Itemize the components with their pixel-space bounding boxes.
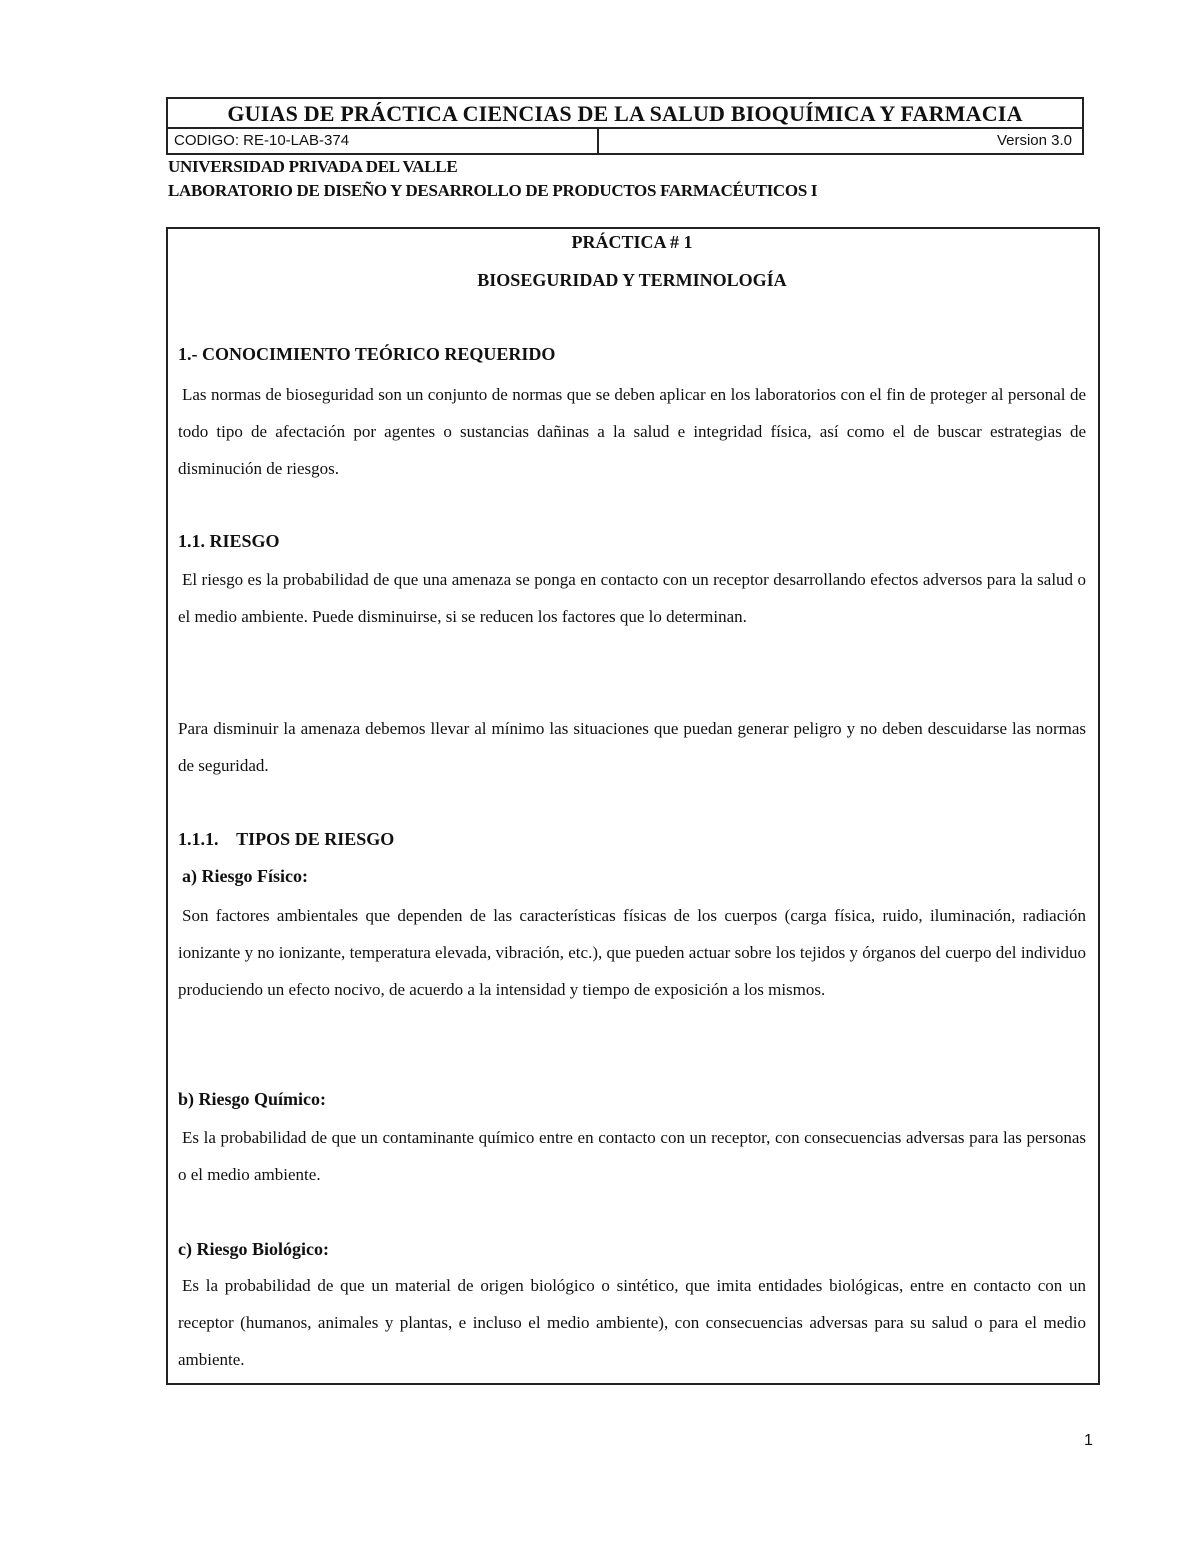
section-heading-knowledge: 1.- CONOCIMIENTO TEÓRICO REQUERIDO: [178, 344, 556, 364]
laboratory-name: LABORATORIO DE DISEÑO Y DESARROLLO DE PRODUCTOS FARMACÉUTICOS I: [168, 181, 818, 200]
section-heading-risk: 1.1. RIESGO: [178, 531, 280, 551]
subheading-biological-risk: c) Riesgo Biológico:: [178, 1239, 329, 1259]
paragraph-risk-reduction: Para disminuir la amenaza debemos llevar al mínimo las situaciones que puedan generar peligro y no deben descuidarse las normas de seguridad.: [178, 719, 1086, 775]
paragraph-knowledge: Las normas de bioseguridad son un conjunto de normas que se deben aplicar en los laboratorios con el fin de proteger al personal de todo tipo de afectación por agentes o sustancias dañinas a la salud e integridad física, así como el de buscar estrategias de disminución de riesgos.: [178, 385, 1086, 478]
section-heading-risk-types: 1.1.1. TIPOS DE RIESGO: [178, 829, 395, 849]
practice-number: PRÁCTICA # 1: [571, 232, 693, 252]
paragraph-physical-risk: Son factores ambientales que dependen de las características físicas de los cuerpos (carga física, ruido, iluminación, radiación ionizante y no ionizante, temperatura elevada, vibración, etc.), que pueden actuar sobre los tejidos y órganos del cuerpo del individuo produciendo un efecto nocivo, de acuerdo a la intensidad y tiempo de exposición a los mismos.: [178, 906, 1086, 999]
header-title: GUIAS DE PRÁCTICA CIENCIAS DE LA SALUD BIOQUÍMICA Y FARMACIA: [168, 99, 1082, 129]
subheading-physical-risk: a) Riesgo Físico:: [182, 866, 308, 886]
paragraph-chemical-risk: Es la probabilidad de que un contaminante químico entre en contacto con un receptor, con consecuencias adversas para las personas o el medio ambiente.: [178, 1128, 1086, 1184]
institution-block: [168, 155, 817, 203]
paragraph-risk: El riesgo es la probabilidad de que una amenaza se ponga en contacto con un receptor desarrollando efectos adversos para la salud o el medio ambiente. Puede disminuirse, si se reducen los factores que lo determinan.: [178, 570, 1086, 626]
page-number: 1: [1084, 1432, 1093, 1449]
practice-title: BIOSEGURIDAD Y TERMINOLOGÍA: [477, 270, 787, 290]
subheading-chemical-risk: b) Riesgo Químico:: [178, 1089, 326, 1109]
university-name: UNIVERSIDAD PRIVADA DEL VALLE: [168, 157, 458, 176]
document-code: CODIGO: RE-10-LAB-374: [168, 129, 599, 153]
document-header: [166, 97, 1084, 155]
practice-content-box: [166, 227, 1100, 1385]
document-version: Version 3.0: [996, 132, 1072, 149]
paragraph-biological-risk: Es la probabilidad de que un material de origen biológico o sintético, que imita entidades biológicas, entre en contacto con un receptor (humanos, animales y plantas, e incluso el medio ambiente), con consecuencias adversas para su salud o para el medio ambiente.: [178, 1276, 1086, 1369]
header-meta-row: [168, 129, 1082, 153]
